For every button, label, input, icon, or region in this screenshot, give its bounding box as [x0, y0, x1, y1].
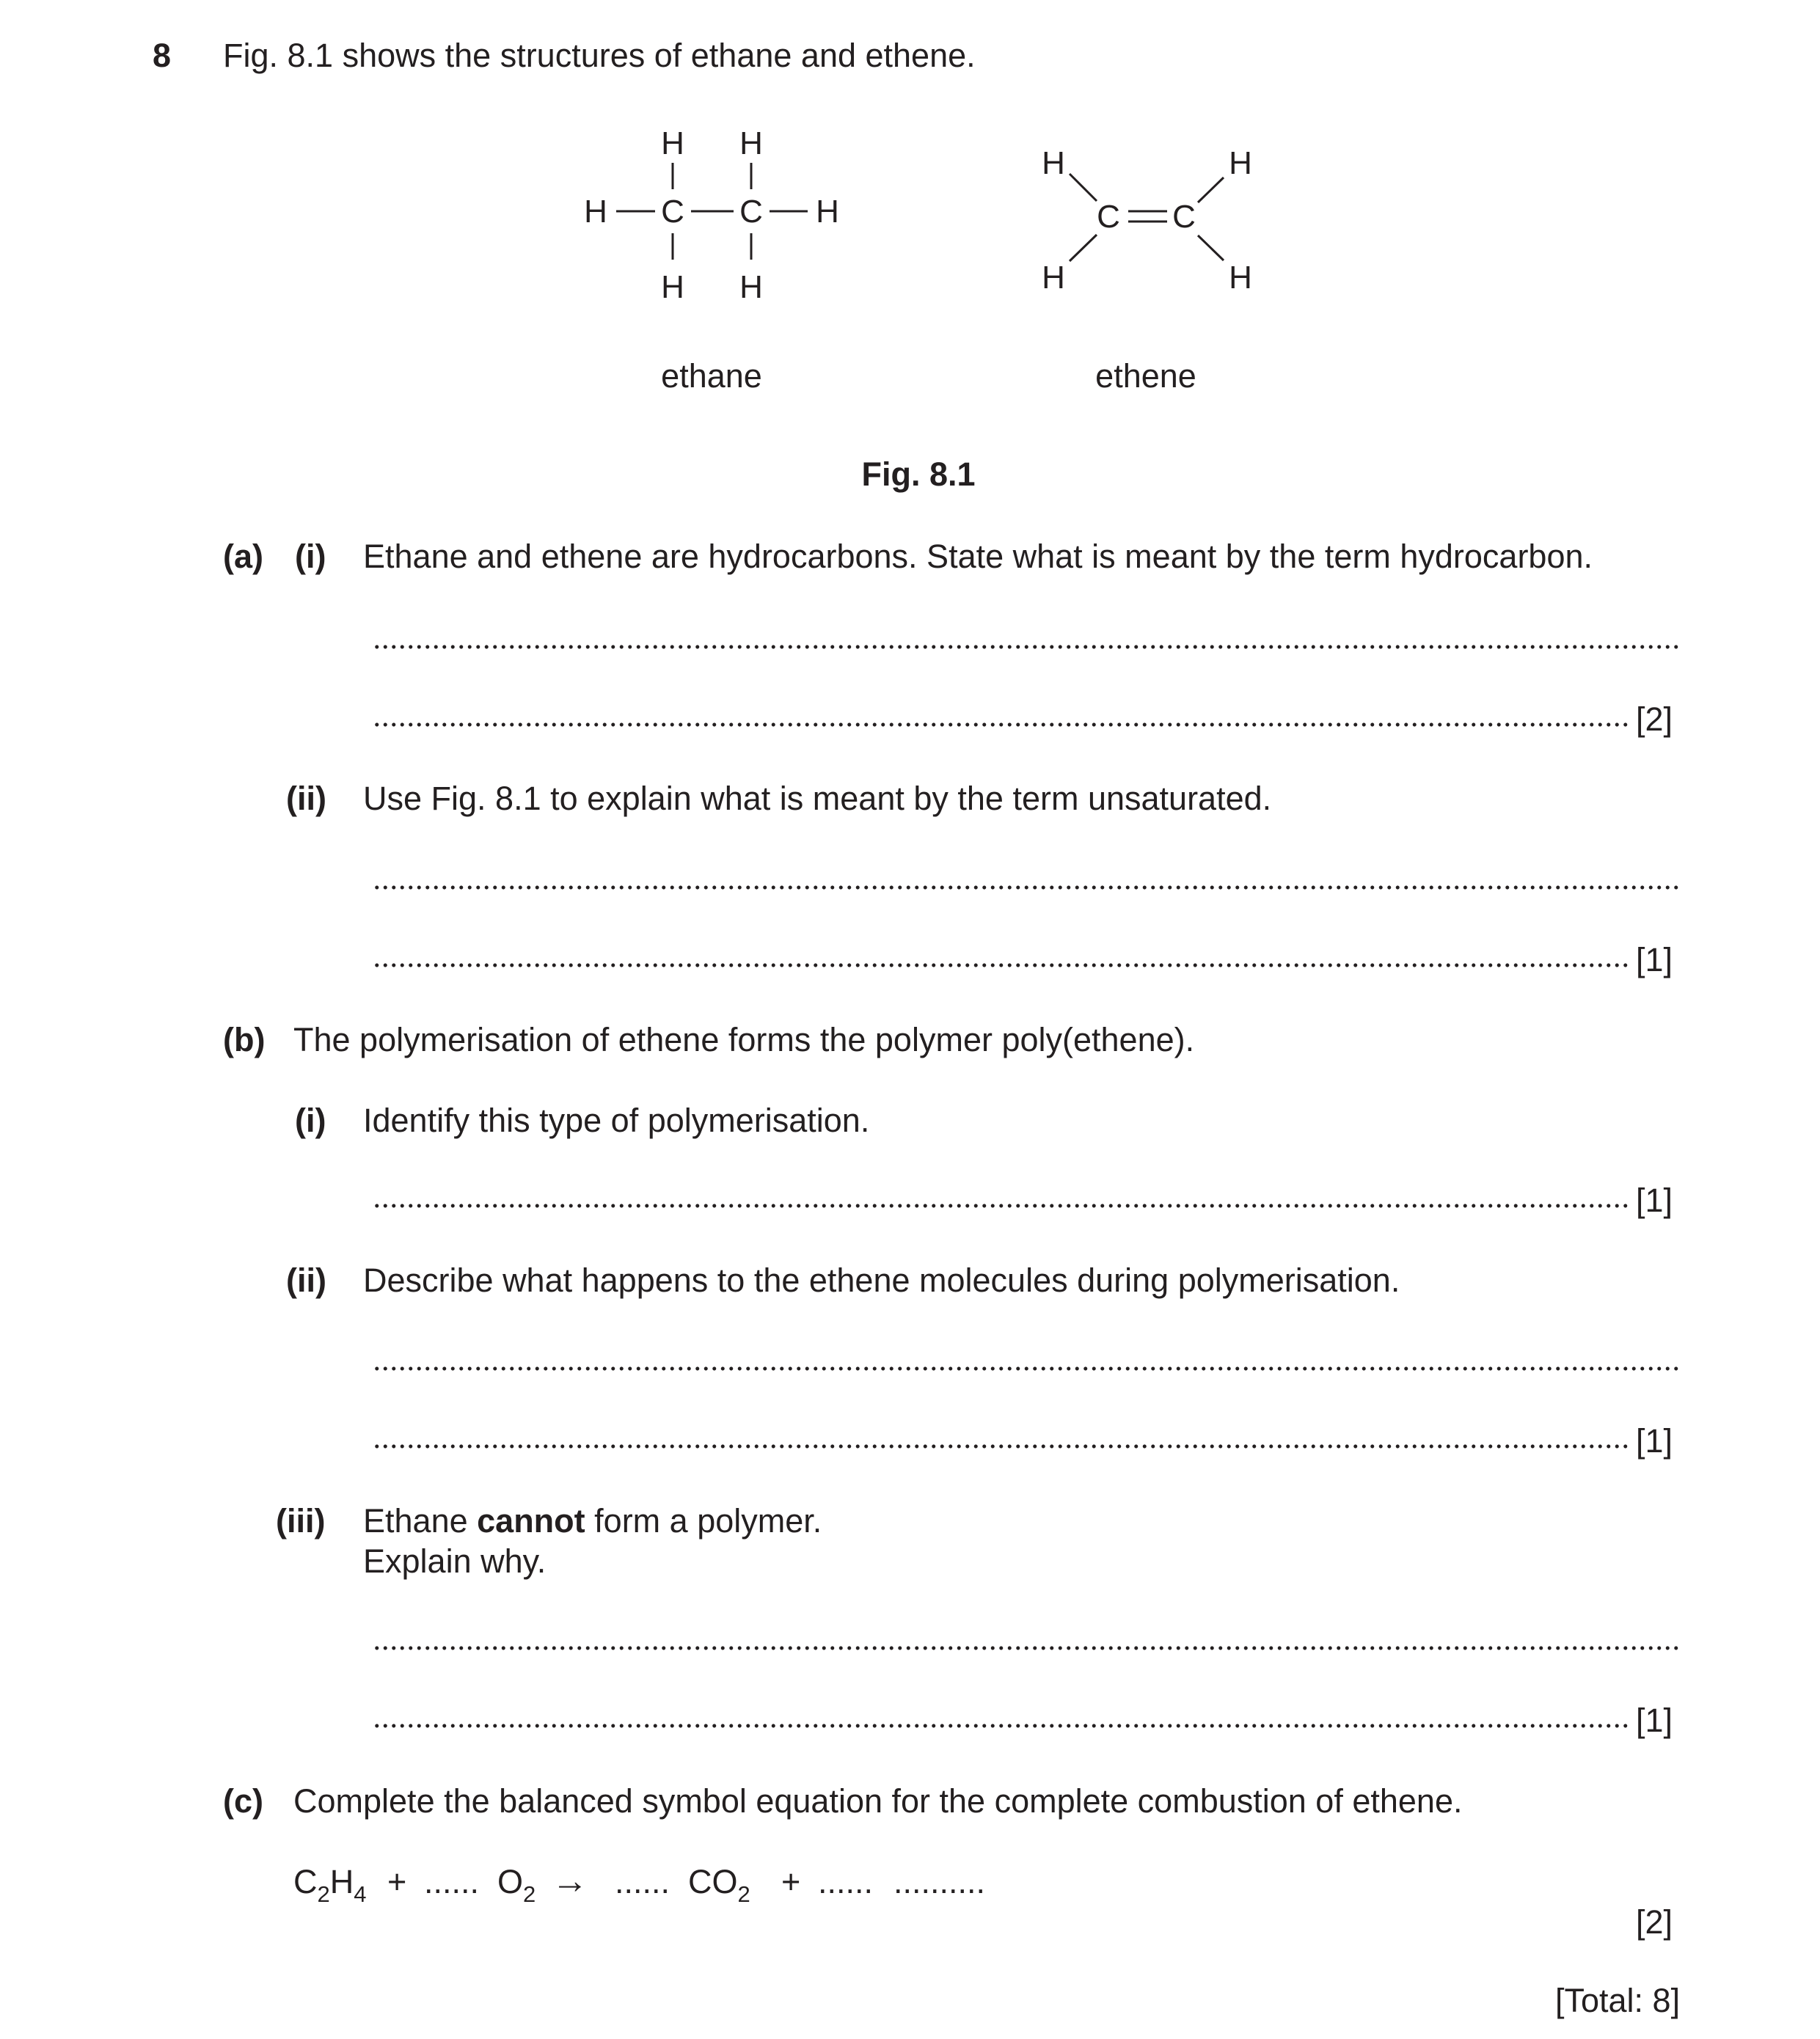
- ethene-structure: [1042, 145, 1252, 296]
- ethene-h-top-right: H: [1229, 145, 1252, 181]
- total-marks: [Total: 8]: [1555, 1982, 1681, 2019]
- ethane-h-right: H: [816, 194, 839, 230]
- part-a-i-label: (i): [295, 538, 326, 575]
- part-b-iii-text-bold: cannot: [477, 1502, 585, 1540]
- equation-oxygen: [497, 1863, 536, 1907]
- equation-arrow: →: [552, 1860, 588, 1901]
- ethane-h-top-left: H: [661, 125, 684, 161]
- mark-a-ii: [1]: [1636, 941, 1673, 978]
- part-a-ii-text: Use Fig. 8.1 to explain what is meant by the term unsaturated.: [363, 780, 1272, 817]
- ethane-c-left: C: [661, 194, 684, 230]
- answer-line-a-i-1[interactable]: [373, 618, 1681, 650]
- figure-8-1: [0, 103, 1820, 513]
- mark-b-ii: [1]: [1636, 1422, 1673, 1460]
- equation-ethene-c: C: [293, 1863, 318, 1900]
- part-c-label: (c): [223, 1782, 263, 1820]
- mark-b-i: [1]: [1636, 1182, 1673, 1219]
- answer-line-b-i[interactable]: [373, 1176, 1629, 1209]
- ethane-c-right: C: [739, 194, 763, 230]
- equation-co-label: CO: [688, 1863, 738, 1900]
- ethene-label: ethene: [1095, 357, 1196, 395]
- ethene-c-right: C: [1172, 199, 1196, 235]
- mark-b-iii: [1]: [1636, 1702, 1673, 1739]
- part-b-text: The polymerisation of ethene forms the polymer poly(ethene).: [293, 1021, 1195, 1058]
- part-b-ii-label: (ii): [286, 1262, 326, 1299]
- equation-ethene-h: H: [329, 1863, 354, 1900]
- answer-line-b-iii-2[interactable]: [373, 1696, 1629, 1729]
- ethane-h-bottom-right: H: [739, 269, 763, 305]
- part-b-iii-text-post: form a polymer.: [585, 1502, 822, 1540]
- equation-co-sub: 2: [737, 1881, 750, 1907]
- answer-line-b-iii-1[interactable]: [373, 1619, 1681, 1651]
- ethane-label: ethane: [661, 357, 762, 395]
- answer-line-a-i-2[interactable]: [373, 695, 1629, 728]
- equation-blank-product-formula[interactable]: ..........: [893, 1863, 986, 1900]
- ethane-h-left: H: [584, 194, 607, 230]
- part-b-iii-text-pre: Ethane: [363, 1502, 478, 1540]
- ethene-h-bottom-left: H: [1042, 260, 1065, 296]
- part-a-i-text: Ethane and ethene are hydrocarbons. State what is meant by the term hydrocarbon.: [363, 538, 1593, 575]
- ethene-h-bottom-right: H: [1229, 260, 1252, 296]
- part-b-iii-text-line2: Explain why.: [363, 1542, 547, 1580]
- equation-blank-co2-coefficient[interactable]: ......: [615, 1863, 670, 1900]
- answer-line-b-ii-2[interactable]: [373, 1417, 1629, 1449]
- equation-ethene-c-sub: 2: [317, 1881, 330, 1907]
- equation-ethene-h-sub: 4: [354, 1881, 367, 1907]
- equation-blank-product-coefficient[interactable]: ......: [818, 1863, 874, 1900]
- part-b-i-label: (i): [295, 1102, 326, 1139]
- equation-ethene: [293, 1863, 367, 1907]
- part-b-i-text: Identify this type of polymerisation.: [363, 1102, 870, 1139]
- equation-plus-2: +: [781, 1863, 801, 1900]
- answer-line-a-ii-1[interactable]: [373, 858, 1681, 890]
- equation-oxygen-sub: 2: [523, 1881, 536, 1907]
- part-a-ii-label: (ii): [286, 780, 326, 817]
- part-b-iii-text: [363, 1502, 822, 1540]
- answer-line-b-ii-1[interactable]: [373, 1339, 1681, 1372]
- question-intro: Fig. 8.1 shows the structures of ethane and ethene.: [223, 37, 976, 74]
- part-b-iii-label: (iii): [276, 1502, 326, 1540]
- part-a-label: (a): [223, 538, 263, 575]
- ethane-h-top-right: H: [739, 125, 763, 161]
- equation-oxygen-o: O: [497, 1863, 524, 1900]
- equation-plus-1: +: [387, 1863, 407, 1900]
- mark-c: [2]: [1636, 1903, 1673, 1941]
- question-number: 8: [153, 37, 172, 74]
- mark-a-i: [2]: [1636, 700, 1673, 738]
- part-c-text: Complete the balanced symbol equation for the complete combustion of ethene.: [293, 1782, 1463, 1820]
- ethene-h-top-left: H: [1042, 145, 1065, 181]
- ethane-structure: [584, 125, 839, 305]
- figure-caption: Fig. 8.1: [861, 455, 976, 493]
- equation-carbon-dioxide: [688, 1863, 750, 1907]
- equation-blank-o2-coefficient[interactable]: ......: [424, 1863, 480, 1900]
- ethene-c-left: C: [1097, 199, 1120, 235]
- answer-line-a-ii-2[interactable]: [373, 936, 1629, 968]
- part-b-ii-text: Describe what happens to the ethene molecules during polymerisation.: [363, 1262, 1400, 1299]
- ethane-h-bottom-left: H: [661, 269, 684, 305]
- part-b-label: (b): [223, 1021, 266, 1058]
